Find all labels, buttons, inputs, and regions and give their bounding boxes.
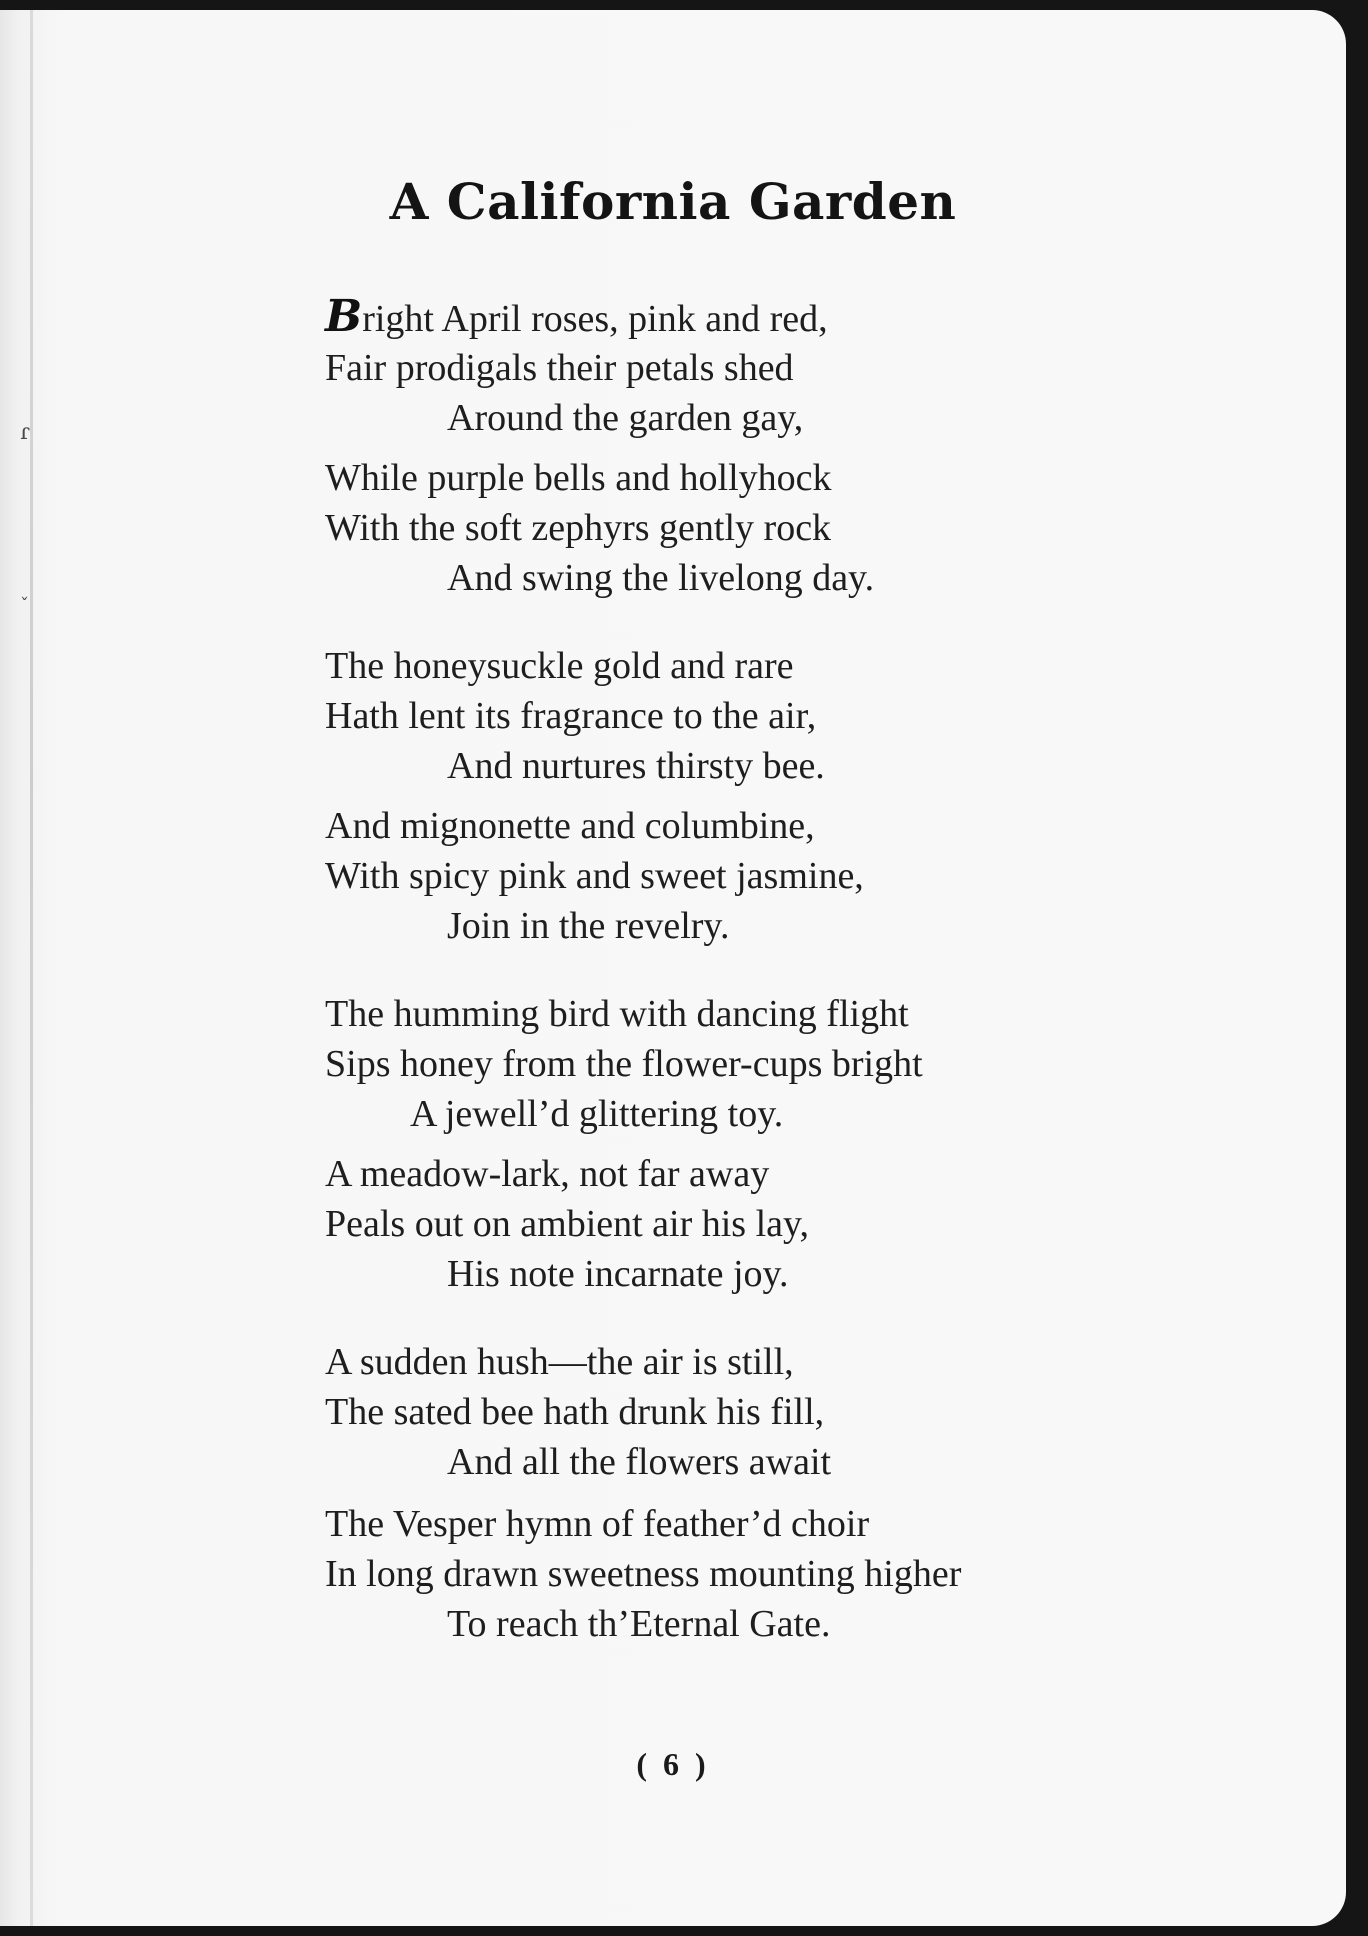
poem-line: While purple bells and hollyhock xyxy=(325,457,832,499)
poem-title: A California Garden xyxy=(389,172,957,231)
poem-line: And mignonette and columbine, xyxy=(325,805,815,847)
page-number: ( 6 ) xyxy=(636,1746,710,1782)
poem-line: Peals out on ambient air his lay, xyxy=(325,1203,810,1245)
margin-mark: ˇ xyxy=(20,595,29,616)
poem-line: His note incarnate joy. xyxy=(447,1253,789,1295)
drop-cap: B xyxy=(325,291,363,342)
poem-line: The sated bee hath drunk his fill, xyxy=(325,1391,825,1433)
poem-line: Hath lent its fragrance to the air, xyxy=(325,695,817,737)
poem-line: The humming bird with dancing flight xyxy=(325,993,909,1035)
poem-line xyxy=(325,291,828,342)
poem-line: Join in the revelry. xyxy=(447,905,730,947)
poem-line: The honeysuckle gold and rare xyxy=(325,645,794,687)
poem-line: Fair prodigals their petals shed xyxy=(325,347,794,389)
poem-line: And nurtures thirsty bee. xyxy=(447,745,825,787)
poem-line: Around the garden gay, xyxy=(447,397,804,439)
poem-line: To reach th’Eternal Gate. xyxy=(447,1603,831,1645)
poem-line-text: right April roses, pink and red, xyxy=(362,298,828,340)
poem-line: With the soft zephyrs gently rock xyxy=(325,507,832,549)
poem-line: With spicy pink and sweet jasmine, xyxy=(325,855,864,897)
poem-line: Sips honey from the flower-cups bright xyxy=(325,1043,923,1085)
poem-line: A meadow-lark, not far away xyxy=(325,1153,770,1195)
poem-line: In long drawn sweetness mounting higher xyxy=(325,1553,962,1595)
poem-line: A sudden hush—the air is still, xyxy=(325,1341,794,1383)
poem-line: And swing the livelong day. xyxy=(447,557,875,599)
poem-line: And all the flowers await xyxy=(447,1441,832,1483)
poem-line: The Vesper hymn of feather’d choir xyxy=(325,1503,870,1545)
page-gutter xyxy=(30,10,33,1926)
margin-mark: ɾ xyxy=(20,420,30,445)
book-page xyxy=(0,10,1346,1926)
poem-line: A jewell’d glittering toy. xyxy=(410,1093,784,1135)
